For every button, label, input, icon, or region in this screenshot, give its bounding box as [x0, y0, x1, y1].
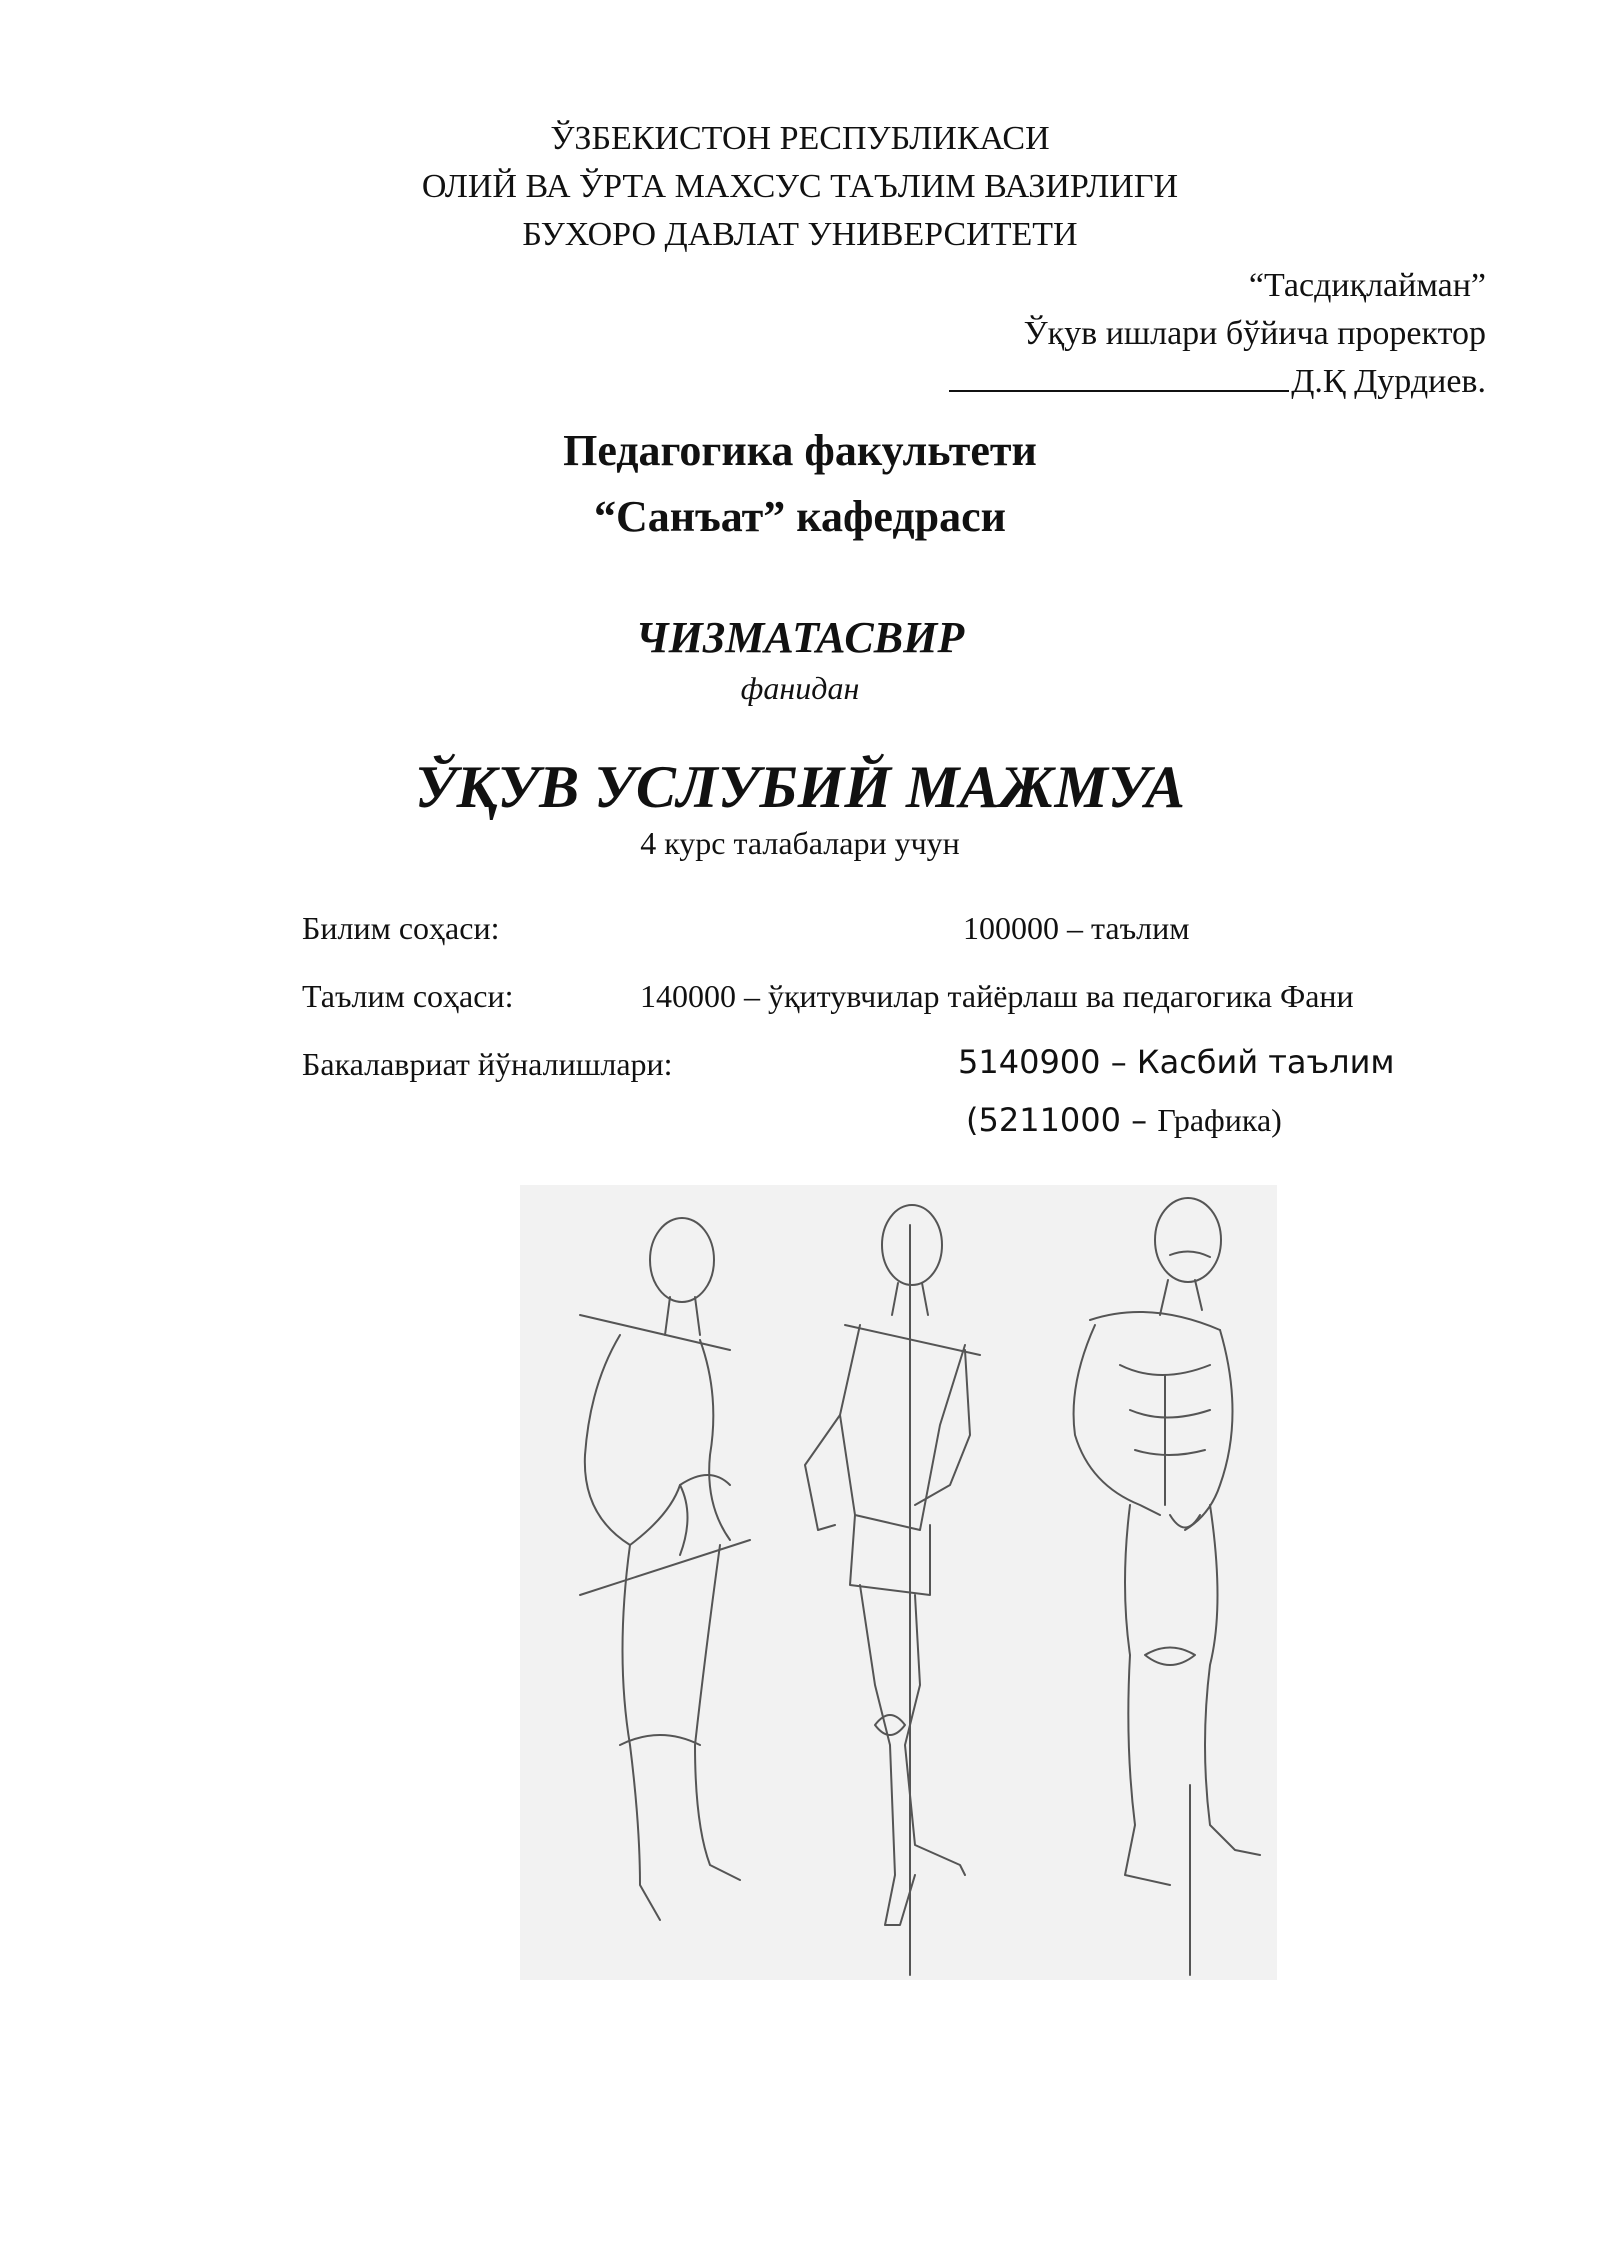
signature-line — [949, 360, 1289, 392]
subject-suffix: фанидан — [740, 670, 860, 706]
department-name: “Санъат” кафедраси — [594, 492, 1006, 541]
faculty-name: Педагогика факультети — [563, 426, 1037, 475]
audience: 4 курс талабалари учун — [640, 825, 960, 861]
approval-title: “Тасдиқлайман” — [1248, 267, 1486, 304]
faculty-block — [0, 418, 1600, 550]
approval-name: Д.Қ Дурдиев. — [1291, 363, 1486, 400]
header-line-1: ЎЗБЕКИСТОН РЕСПУБЛИКАСИ — [550, 120, 1050, 157]
figure-sketch — [520, 1185, 1277, 1980]
main-title: ЎҚУВ УСЛУБИЙ МАЖМУА — [414, 754, 1186, 820]
subject-name: ЧИЗМАТАСВИР — [635, 613, 965, 662]
approval-position: Ўқув ишлари бўйича проректор — [1023, 315, 1486, 352]
field-value-1: 100000 – таълим — [963, 910, 1190, 946]
header-line-2: ОЛИЙ ВА ЎРТА МАХСУС ТАЪЛИМ ВАЗИРЛИГИ — [421, 168, 1179, 205]
figure-sketch-image — [520, 1185, 1277, 1980]
field-value-2: 140000 – ўқитувчилар тайёрлаш ва педагогика Фани — [640, 978, 1354, 1014]
approval-signature — [949, 358, 1486, 406]
field-value-3b-code: (5211000 – — [966, 1101, 1158, 1139]
approval-block — [949, 262, 1486, 406]
field-label-2: Таълим соҳаси: — [302, 978, 514, 1014]
field-value-3: 5140900 – Касбий таълим — [958, 1043, 1395, 1081]
field-label-3: Бакалавриат йўналишлари: — [302, 1046, 673, 1082]
field-value-3b — [966, 1098, 1282, 1142]
field-label-1: Билим соҳаси: — [302, 910, 500, 946]
header-line-3: БУХОРО ДАВЛАТ УНИВЕРСИТЕТИ — [522, 216, 1078, 253]
ministry-header — [0, 115, 1600, 259]
field-value-3b-name: Графика) — [1157, 1102, 1282, 1138]
